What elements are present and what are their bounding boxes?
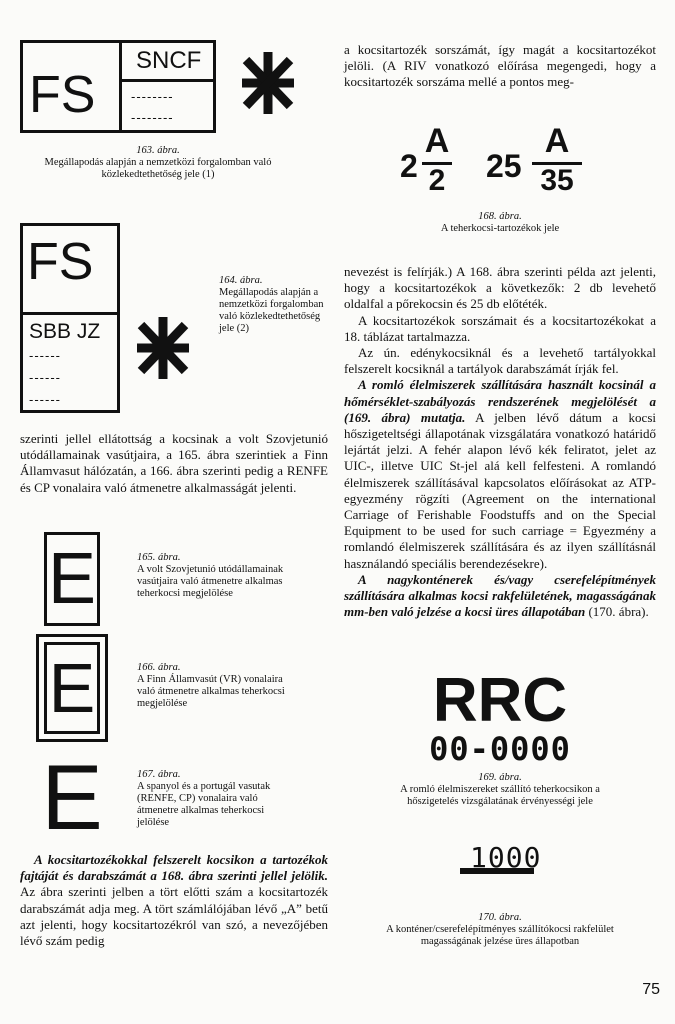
fig170-text: A konténer/cserefelépítményes szállítókocsi rakfelület magasságának jelzése üres állapotban (386, 924, 614, 947)
right-paragraph-2: A kocsitartozékok sorszámait és a kocsitartozékokat a 18. táblázat tartalmazza. (344, 312, 656, 344)
fig168-whole2: 25 (486, 148, 522, 184)
fig170-value: 1000 (470, 841, 542, 874)
fig163-text: Megállapodás alapján a nemzetközi forgalomban való közlekedtethetőség jele (1) (44, 157, 272, 180)
right-paragraph-1: nevezést is felírják.) A 168. ábra szerinti példa azt jelenti, hogy a kocsitartozékok a következők: 2 db levehető oldalfal a pőrekocsin és 25 db előtéték. (344, 264, 656, 312)
page-number: 75 (642, 981, 660, 998)
fig163-sign (20, 40, 216, 133)
fig167-caption (137, 769, 287, 829)
fig168-label: 168. ábra. (478, 211, 522, 222)
fig167-label: 167. ábra. (137, 769, 181, 780)
fig168-den1: 2 (428, 164, 446, 197)
fig166-text: A Finn Államvasút (VR) vonalaira való átmenetre alkalmas teherkocsi megjelölése (137, 674, 285, 709)
fig169-rrc: RRC (432, 666, 568, 735)
fig169-date: 00-0000 (429, 730, 571, 768)
fig163-fs: FS (29, 66, 96, 124)
fig168-num1: A (424, 122, 450, 160)
fig169-caption (344, 772, 656, 808)
fig166-sign-outer (36, 634, 108, 742)
left-paragraph-2-rest: Az ábra szerinti jelben a tört előtti szám a kocsitartozék darabszámát adja meg. A tört számlálójában lévő „A” betű azt jelenti, hogy kocsitartozékról van szó, a nevezőjében lévő szám pedig (20, 884, 328, 949)
right-paragraph-4-bold: A romló élelmiszerek szállítására használt kocsinál a hőmérséklet-szabályozás rendszerének megjelölését a (169. ábra) mutatja. (344, 377, 656, 425)
fig166-caption (137, 662, 287, 710)
right-paragraph-5-bold: A nagykonténerek és/vagy cserefelépítmények szállítására alkalmas kocsi rakfelületének, magasságának mm-ben való jelzése a kocsi üres állapotában (344, 571, 656, 620)
right-paragraph-5-rest: (170. ábra). (585, 604, 649, 620)
fig168-sign (400, 120, 600, 210)
fig167-text: A spanyol és a portugál vasutak (RENFE, CP) vonalaira való átmenetre alkalmas teherkocsi jelölése (137, 781, 271, 828)
fig165-label: 165. ábra. (137, 552, 181, 563)
asterisk-icon (133, 313, 193, 383)
fig164-divider (23, 312, 117, 315)
fig164-label: 164. ábra. (219, 275, 263, 286)
right-paragraph-4-rest: A jelben lévő dátum a kocsi hőszigeteltségi állapotának vizsgálatára vonatkozó határidő lejártát jelzi. A fehér alapon lévő kék feliratot, jelet az UIC-, illetve UIC St-jel alá kell felfesteni. A romlandó élelmiszerek szállításával kapcsolatos előírásokat az ATP-egyezmény rögzíti (Agreement on the international Carriage of Ferishable Foodstuffs and on the Special Equipment to be used for such carriage = Egyezmény a romlandó élelmiszerek szállítására és az ilyen szállításnál használandó speciális berendezésekre). (344, 409, 656, 571)
fig164-caption (219, 275, 329, 335)
fig164-sbbjz: SBB JZ (29, 320, 101, 343)
fig164-fs: FS (27, 233, 94, 291)
left-paragraph-2-bold: A kocsitartozékokkal felszerelt kocsikon a tartozékok fajtáját és darabszámát a 168. ábra szerinti jellel jelölik. (20, 852, 328, 884)
fig166-sign-inner (44, 642, 100, 734)
right-main-text (344, 264, 656, 620)
fig170-caption (344, 912, 656, 948)
right-paragraph-0 (344, 42, 656, 91)
fig164-sign (20, 223, 120, 413)
fig166-letter: E (48, 649, 96, 727)
fig165-caption (137, 552, 287, 600)
fig164-dash2: ------ (29, 370, 61, 385)
fig170-sign (460, 841, 550, 888)
fig167-letter: E (41, 747, 103, 849)
fig166-label: 166. ábra. (137, 662, 181, 673)
fig164-text: Megállapodás alapján a nemzetközi forgalomban való közlekedtethetőség jele (2) (219, 287, 324, 334)
fig163-dash1: -------- (131, 89, 174, 104)
fig168-den2: 35 (540, 164, 574, 197)
fig164-dash3: ------ (29, 392, 61, 407)
right-paragraph-3: Az ún. edénykocsiknál és a levehető tartályokkal felszerelt kocsiknál a tartályok darabszámát írják fel. (344, 345, 656, 377)
fig165-letter: E (47, 539, 97, 619)
fig170-label: 170. ábra. (478, 912, 522, 923)
fig163-sncf: SNCF (136, 47, 202, 74)
fig165-sign (44, 532, 100, 626)
fig169-text: A romló élelmiszereket szállító teherkocsikon a hőszigetelés vizsgálatának érvényességi jele (400, 784, 600, 807)
fig168-num2: A (544, 122, 570, 160)
fig165-text: A volt Szovjetunió utódállamainak vasútjaira való átmenetre alkalmas teherkocsi megjelölése (137, 564, 284, 599)
left-paragraph-2 (20, 852, 328, 949)
right-paragraph-0-text: a kocsitartozék sorszámát, így magát a kocsitartozékot jelöli. (A RIV vonatkozó előírása megengedi, hogy a kocsitartozék sorszáma mellé a pontos meg- (344, 42, 656, 90)
fig164-dash1: ------ (29, 348, 61, 363)
fig163-inner-line (119, 79, 213, 82)
fig169-label: 169. ábra. (478, 772, 522, 783)
fig163-label: 163. ábra. (136, 145, 180, 156)
fig163-dash2: -------- (131, 110, 174, 125)
left-paragraph-1 (20, 431, 328, 496)
fig163-caption (20, 145, 296, 181)
left-paragraph-1-text: szerinti jellel ellátottság a kocsinak a volt Szovjetunió utódállamainak vasútjaira, a 165. ábra szerintiek a Finn Államvasut hálózatán, a 166. ábra szerinti pedig a RENFE és CP vonalaira való átmenetre alkalmasságát jelenti. (20, 431, 328, 495)
fig168-text: A teherkocsi-tartozékok jele (440, 223, 560, 234)
fig168-caption (344, 211, 656, 235)
fig168-whole1: 2 (400, 148, 418, 184)
asterisk-icon (238, 48, 298, 118)
